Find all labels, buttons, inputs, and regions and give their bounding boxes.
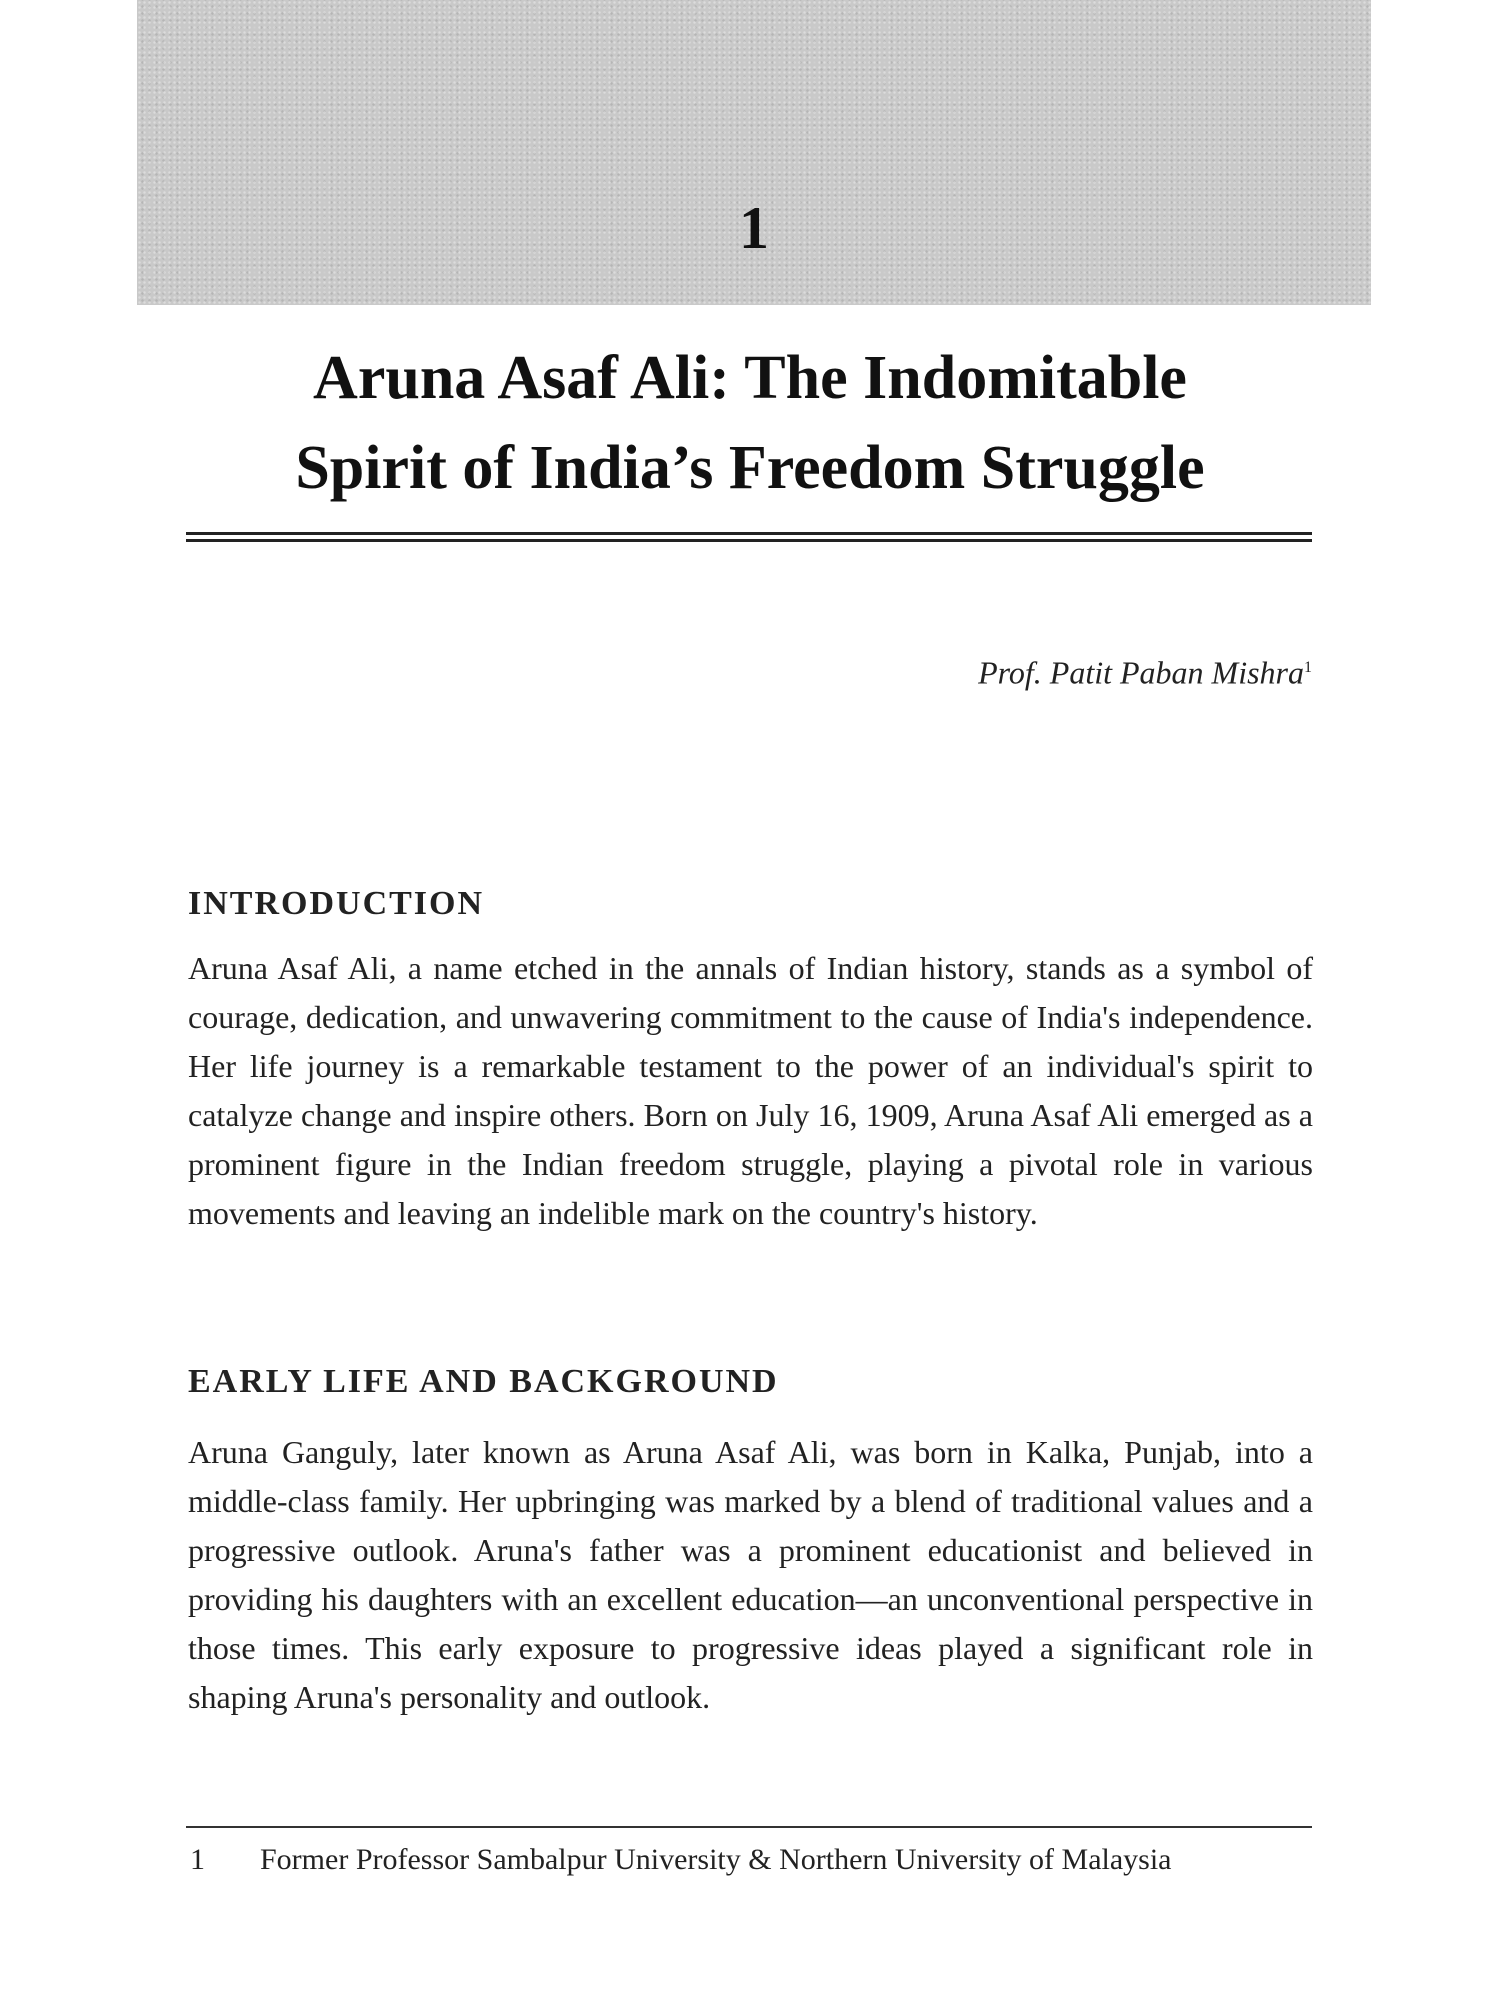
- chapter-title-line-1: Aruna Asaf Ali: The Indomitable: [313, 344, 1187, 412]
- footnote-marker: 1: [190, 1843, 205, 1876]
- author-footnote-ref: 1: [1304, 659, 1312, 676]
- title-double-rule: [186, 532, 1312, 542]
- section-heading-early-life: EARLY LIFE AND BACKGROUND: [188, 1363, 779, 1400]
- footnote-rule: [186, 1826, 1312, 1828]
- chapter-title-line-2: Spirit of India’s Freedom Struggle: [295, 434, 1205, 502]
- paragraph-early-life: Aruna Ganguly, later known as Aruna Asaf Ali, was born in Kalka, Punjab, into a middle-class family. Her upbringing was marked by a blend of traditional values and a progressive outlook. Aruna's father was a prominent educationist and believed in providing his daughters with an excellent education—an unconventional perspective in those times. This early exposure to progressive ideas played a significant role in shaping Aruna's personality and outlook.: [188, 1434, 1313, 1715]
- author-name: Prof. Patit Paban Mishra: [978, 654, 1304, 691]
- author-byline: [978, 650, 1312, 691]
- paragraph-introduction: Aruna Asaf Ali, a name etched in the annals of Indian history, stands as a symbol of courage, dedication, and unwavering commitment to the cause of India's independence. Her life journey is a remarkable testament to the power of an individual's spirit to catalyze change and inspire others. Born on July 16, 1909, Aruna Asaf Ali emerged as a prominent figure in the Indian freedom struggle, playing a pivotal role in various movements and leaving an indelible mark on the country's history.: [188, 950, 1313, 1231]
- chapter-header-band: [137, 0, 1371, 305]
- footnote-text: Former Professor Sambalpur University & Northern University of Malaysia: [260, 1843, 1172, 1876]
- chapter-number: 1: [739, 195, 769, 261]
- section-heading-introduction: INTRODUCTION: [188, 885, 485, 922]
- chapter-title: [150, 333, 1350, 513]
- footnote: [190, 1842, 1172, 1878]
